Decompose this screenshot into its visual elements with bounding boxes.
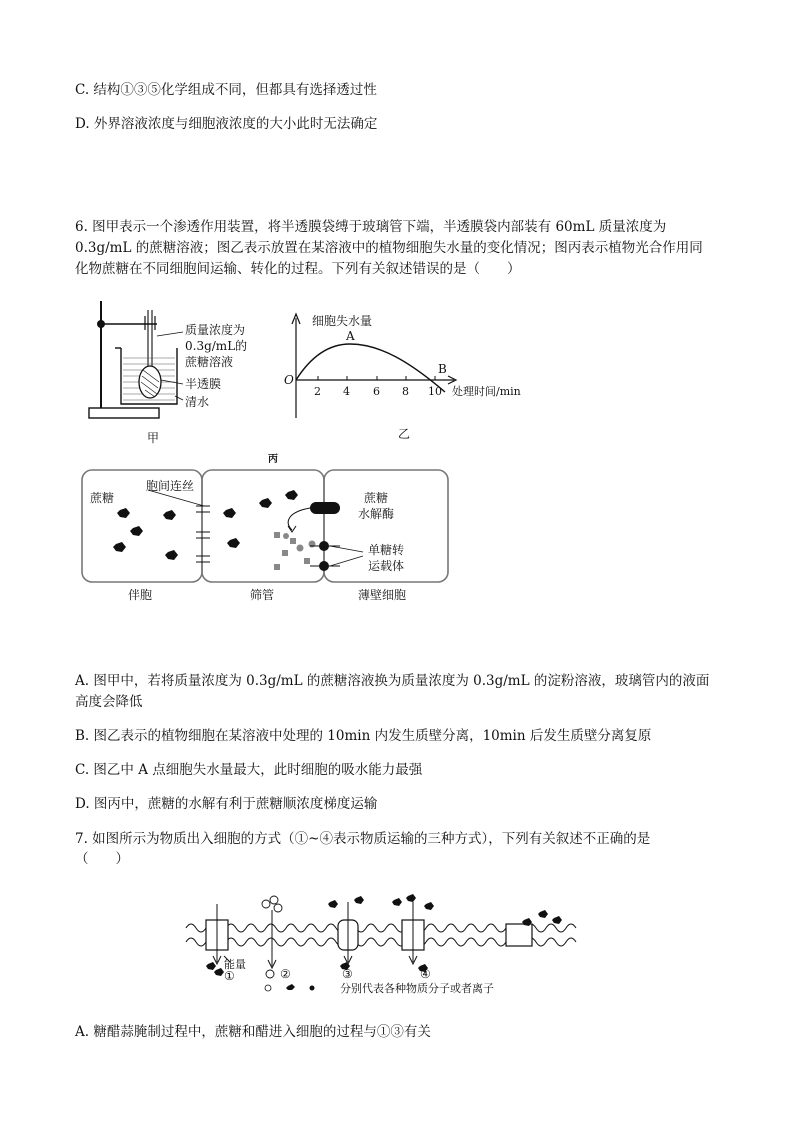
monosaccharide-molecules [274, 532, 316, 570]
legend-circle [265, 985, 271, 991]
tick-4: 4 [343, 385, 350, 398]
label-semipermeable-membrane: 半透膜 [185, 377, 222, 391]
y-axis-label: 细胞失水量 [312, 314, 373, 328]
tick-6: 6 [373, 385, 380, 398]
q6-stem-line-3: 化物蔗糖在不同细胞间运输、转化的过程。下列有关叙述错误的是（ ） [75, 261, 521, 277]
q6-stem-line-1: 6. 图甲表示一个渗透作用装置，将半透膜袋缚于玻璃管下端，半透膜袋内部装有 60mL 质量浓度为 [75, 219, 667, 235]
label-mode-2: ② [280, 967, 291, 981]
tick-2: 2 [314, 385, 321, 398]
point-b-label: B [438, 362, 447, 376]
legend-text: 分别代表各种物质分子或者离子 [340, 982, 494, 995]
label-sucrose: 蔗糖 [90, 491, 115, 505]
sucrose-molecules [113, 490, 298, 560]
label-mode-3: ③ [342, 967, 353, 981]
label-sieve-tube: 筛管 [250, 588, 275, 602]
figure-membrane-transport [180, 890, 590, 998]
figure-jia [85, 296, 290, 446]
sieve-tube [202, 470, 324, 582]
caption-bing: 丙 [268, 454, 278, 465]
label-invertase-1: 蔗糖 [364, 491, 389, 505]
q6-option-d: D. 图丙中，蔗糖的水解有利于蔗糖顺浓度梯度运输 [75, 796, 378, 812]
label-energy: 能量 [224, 958, 246, 971]
figure-bing [78, 448, 453, 608]
label-transporter-1: 单糖转 [368, 543, 405, 557]
point-a-label: A [346, 329, 355, 343]
q7-option-a: A. 糖醋蒜腌制过程中，蔗糖和醋进入细胞的过程与①③有关 [75, 1024, 431, 1040]
q6-stem-line-2: 0.3g/mL 的蔗糖溶液；图乙表示放置在某溶液中的植物细胞失水量的变化情况；图丙表示植物光合作用同 [75, 240, 703, 256]
label-water: 清水 [185, 395, 210, 409]
tick-8: 8 [402, 385, 409, 398]
q6-option-c: C. 图乙中 A 点细胞失水量最大，此时细胞的吸水能力最强 [75, 762, 423, 778]
caption-jia: 甲 [147, 431, 160, 445]
q7-stem-line-1: 7. 如图所示为物质出入细胞的方式（①~④表示物质运输的三种方式），下列有关叙述不正确的是 [75, 831, 651, 847]
label-mode-1: ① [224, 969, 235, 983]
label-companion-cell: 伴胞 [128, 588, 153, 602]
q5-option-c: C. 结构①③⑤化学组成不同，但都具有选择透过性 [75, 82, 377, 98]
origin-label: O [284, 373, 294, 387]
label-mode-4: ④ [420, 967, 431, 981]
q5-option-d: D. 外界溶液浓度与细胞液浓度的大小此时无法确定 [75, 116, 378, 132]
label-invertase-2: 水解酶 [358, 507, 395, 521]
caption-yi: 乙 [398, 427, 411, 441]
q6-option-a-line-2: 高度会降低 [75, 694, 143, 710]
stand-base [89, 408, 159, 418]
label-plasmodesma: 胞间连丝 [146, 479, 195, 493]
q7-stem-line-2: （ ） [75, 851, 129, 867]
label-parenchyma-cell: 薄壁细胞 [358, 588, 407, 602]
q6-option-a-line-1: A. 图甲中，若将质量浓度为 0.3g/mL 的蔗糖溶液换为质量浓度为 0.3g/mL 的淀粉溶液，玻璃管内的液面 [75, 673, 710, 689]
x-axis-label: 处理时间/min [452, 385, 521, 398]
tick-10: 10 [428, 385, 442, 398]
label-concentration: 质量浓度为 [185, 323, 246, 337]
invertase-enzyme [310, 502, 340, 514]
carrier-protein-3 [506, 924, 532, 946]
figure-yi [280, 306, 555, 446]
label-transporter-2: 运载体 [368, 559, 405, 573]
q6-option-b: B. 图乙表示的植物细胞在某溶液中处理的 10min 内发生质壁分离，10min 后发生质壁分离复原 [75, 728, 652, 744]
label-concentration-value: 0.3g/mL的 [185, 339, 248, 353]
legend-hexagon [286, 984, 295, 990]
label-sucrose-solution: 蔗糖溶液 [185, 355, 234, 369]
stand-clamp [97, 320, 105, 328]
legend-dot [310, 986, 315, 991]
